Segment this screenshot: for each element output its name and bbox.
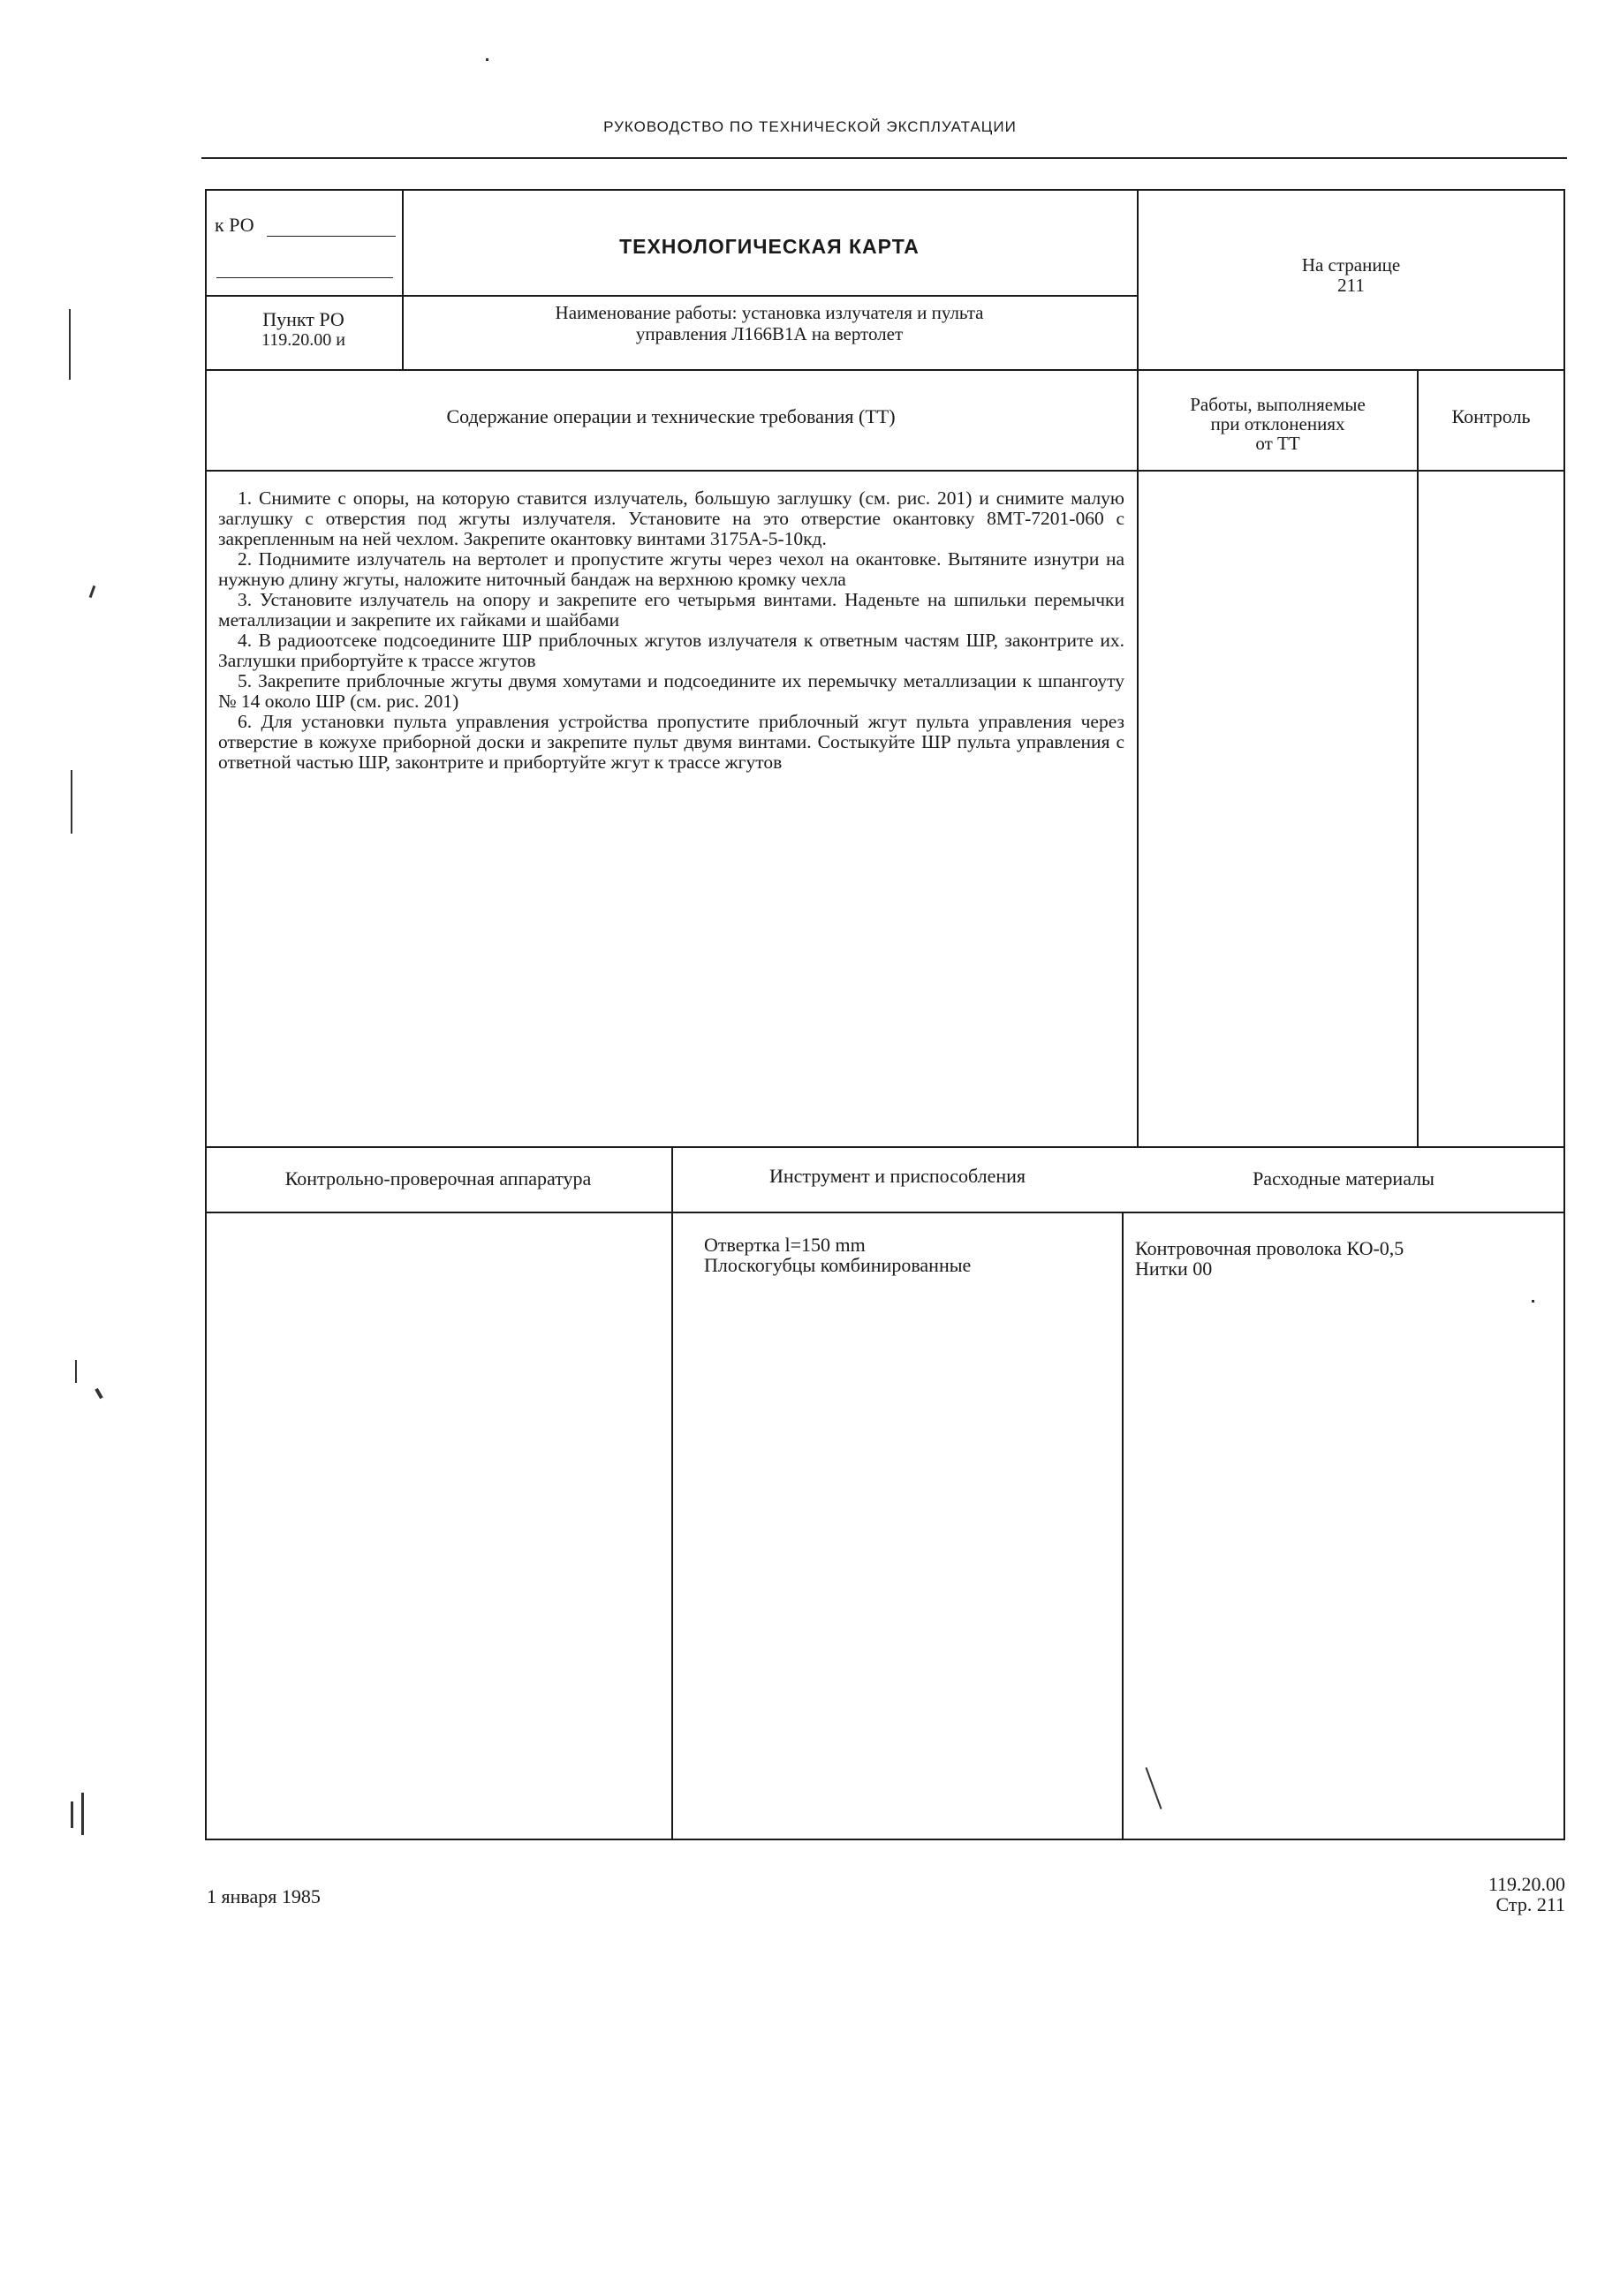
step-2: 2. Поднимите излучатель на вертолет и пропустите жгуты через чехол на окантовке. Вытяните изнутри на нужную длину жгуты, наложите ниточный бандаж на верхнюю кромку чехла: [218, 548, 1124, 590]
step-3: 3. Установите излучатель на опору и закрепите его четырьмя винтами. Наденьте на шпильки перемычки металлизации и закрепите их гайками и шайбами: [218, 589, 1124, 631]
divider: [1137, 948, 1139, 1148]
card-title: ТЕХНОЛОГИЧЕСКАЯ КАРТА: [619, 235, 920, 258]
control-column-header: Контроль: [1451, 405, 1531, 427]
footer-page: Стр. 211: [1495, 1893, 1565, 1915]
scan-speck: [69, 309, 71, 380]
materials-header: Расходные материалы: [1253, 1167, 1435, 1190]
on-page-number: 211: [1337, 275, 1365, 296]
header-rule: [201, 157, 1567, 159]
divider: [205, 1212, 1565, 1213]
list-item: Плоскогубцы комбинированные: [704, 1254, 972, 1276]
divider: [1417, 369, 1419, 1148]
footer-doc-number: 119.20.00: [1488, 1873, 1565, 1895]
work-name-line2: управления Л166В1А на вертолет: [635, 323, 904, 344]
divider: [205, 295, 1137, 297]
ref-blank: [216, 277, 393, 278]
tools-header: Инструмент и приспособления: [768, 1165, 1026, 1187]
deviations-header-line1: Работы, выполняемые: [1190, 394, 1366, 415]
deviations-header-line2: при отклонениях: [1210, 413, 1345, 434]
scan-speck: [71, 1801, 73, 1828]
step-5: 5. Закрепите приблочные жгуты двумя хомутами и подсоедините их перемычку металлизации к шпангоуту № 14 около ШР (см. рис. 201): [218, 670, 1124, 712]
table-border-top: [205, 189, 1565, 191]
list-item: Нитки 00: [1135, 1258, 1213, 1280]
table-border-left: [205, 189, 207, 1840]
work-name-line1: Наименование работы: установка излучателя и пульта: [555, 302, 984, 323]
tools-list: [704, 1235, 1110, 1275]
ref-label: к РО: [215, 214, 254, 236]
deviations-header-line3: от ТТ: [1255, 433, 1300, 454]
step-6: 6. Для установки пульта управления устройства пропустите приблочный жгут пульта управления через отверстие в кожухе приборной доски и закрепите пульт двумя винтами. Состыкуйте ШР пульта управления с ответной частью ШР, законтрите и прибортуйте жгут к трассе жгутов: [218, 711, 1124, 773]
scan-speck: [89, 585, 96, 598]
scan-speck: [71, 770, 72, 834]
equipment-header: Контрольно-проверочная аппаратура: [284, 1167, 592, 1190]
divider: [1137, 189, 1139, 948]
scan-speck: [95, 1388, 102, 1399]
running-title: РУКОВОДСТВО ПО ТЕХНИЧЕСКОЙ ЭКСПЛУАТАЦИИ: [603, 118, 1017, 135]
operation-steps: [218, 488, 1124, 773]
materials-list: [1135, 1238, 1550, 1279]
table-border-right: [1563, 189, 1565, 1840]
divider: [1122, 1212, 1124, 1840]
step-4: 4. В радиоотсеке подсоедините ШР приблочных жгутов излучателя к ответным частям ШР, законтрите их. Заглушки прибортуйте к трассе жгутов: [218, 630, 1124, 671]
item-number: 119.20.00 и: [261, 330, 345, 350]
scan-speck: [486, 58, 488, 61]
item-label: Пункт РО: [262, 308, 344, 330]
divider: [205, 1146, 1565, 1148]
scan-speck: [75, 1360, 77, 1383]
content-column-header: Содержание операции и технические требования (ТТ): [446, 405, 896, 427]
table-border-bottom: [205, 1839, 1565, 1840]
scan-speck: [1532, 1300, 1534, 1303]
scan-speck: [81, 1793, 84, 1835]
divider: [205, 369, 1565, 371]
divider: [205, 470, 1565, 472]
divider: [671, 1146, 673, 1840]
scan-speck: [1146, 1767, 1162, 1809]
step-1: 1. Снимите с опоры, на которую ставится излучатель, большую заглушку (см. рис. 201) и снимите малую заглушку с отверстия под жгуты излучателя. Установите на это отверстие окантовку 8МТ-7201-060 с закрепленным на ней чехлом. Закрепите окантовку винтами 3175А-5-10кд.: [218, 487, 1124, 549]
list-item: Отвертка l=150 mm: [704, 1234, 866, 1256]
on-page-label: На странице: [1301, 254, 1401, 276]
ref-blank: [267, 236, 396, 237]
list-item: Контровочная проволока КО-0,5: [1135, 1237, 1404, 1259]
footer-date: 1 января 1985: [207, 1885, 321, 1907]
